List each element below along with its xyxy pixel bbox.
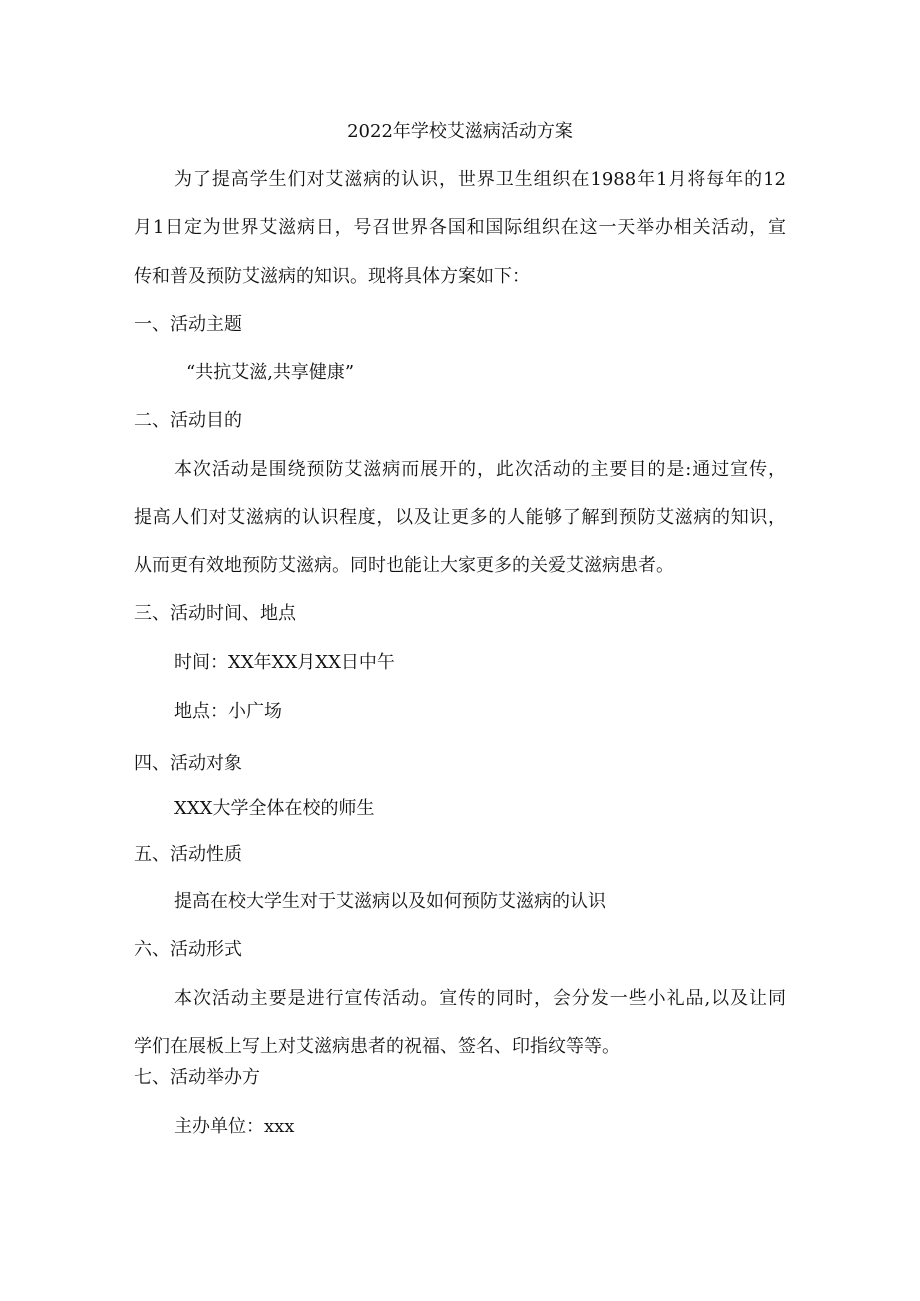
- section-5-line-1: 提高在校大学生对于艾滋病以及如何预防艾滋病的认识: [174, 891, 606, 912]
- section-6-line-1: 本次活动主要是进行宣传活动。宣传的同时，会分发一些小礼品,以及让同: [174, 988, 786, 1009]
- section-heading-7: 七、活动举办方: [134, 1067, 260, 1088]
- section-heading-5: 五、活动性质: [134, 844, 242, 865]
- section-heading-4: 四、活动对象: [134, 753, 242, 774]
- intro-line-3: 传和普及预防艾滋病的知识。现将具体方案如下：: [134, 266, 530, 287]
- intro-line-2: 月1日定为世界艾滋病日，号召世界各国和国际组织在这一天举办相关活动，宣: [134, 217, 786, 238]
- section-2-line-1: 本次活动是围绕预防艾滋病而展开的，此次活动的主要目的是:通过宣传，: [174, 459, 786, 480]
- section-heading-2: 二、活动目的: [134, 410, 242, 431]
- document-title: 2022年学校艾滋病活动方案: [347, 121, 573, 142]
- section-6-line-2: 学们在展板上写上对艾滋病患者的祝福、签名、印指纹等等。: [134, 1036, 620, 1057]
- section-heading-1: 一、活动主题: [134, 314, 242, 335]
- section-2-line-2: 提高人们对艾滋病的认识程度，以及让更多的人能够了解到预防艾滋病的知识，: [134, 507, 786, 528]
- intro-line-1: 为了提高学生们对艾滋病的认识，世界卫生组织在1988年1月将每年的12: [174, 169, 786, 190]
- section-2-line-3: 从而更有效地预防艾滋病。同时也能让大家更多的关爱艾滋病患者。: [134, 555, 674, 576]
- section-heading-6: 六、活动形式: [134, 939, 242, 960]
- section-1-line-1: “共抗艾滋,共享健康”: [186, 362, 355, 383]
- section-3-place: 地点：小广场: [174, 701, 282, 722]
- section-4-line-1: XXX大学全体在校的师生: [174, 798, 375, 819]
- section-7-line-1: 主办单位：xxx: [174, 1116, 295, 1137]
- section-heading-3: 三、活动时间、地点: [134, 603, 296, 624]
- section-3-time: 时间：XX年XX月XX日中午: [174, 652, 395, 673]
